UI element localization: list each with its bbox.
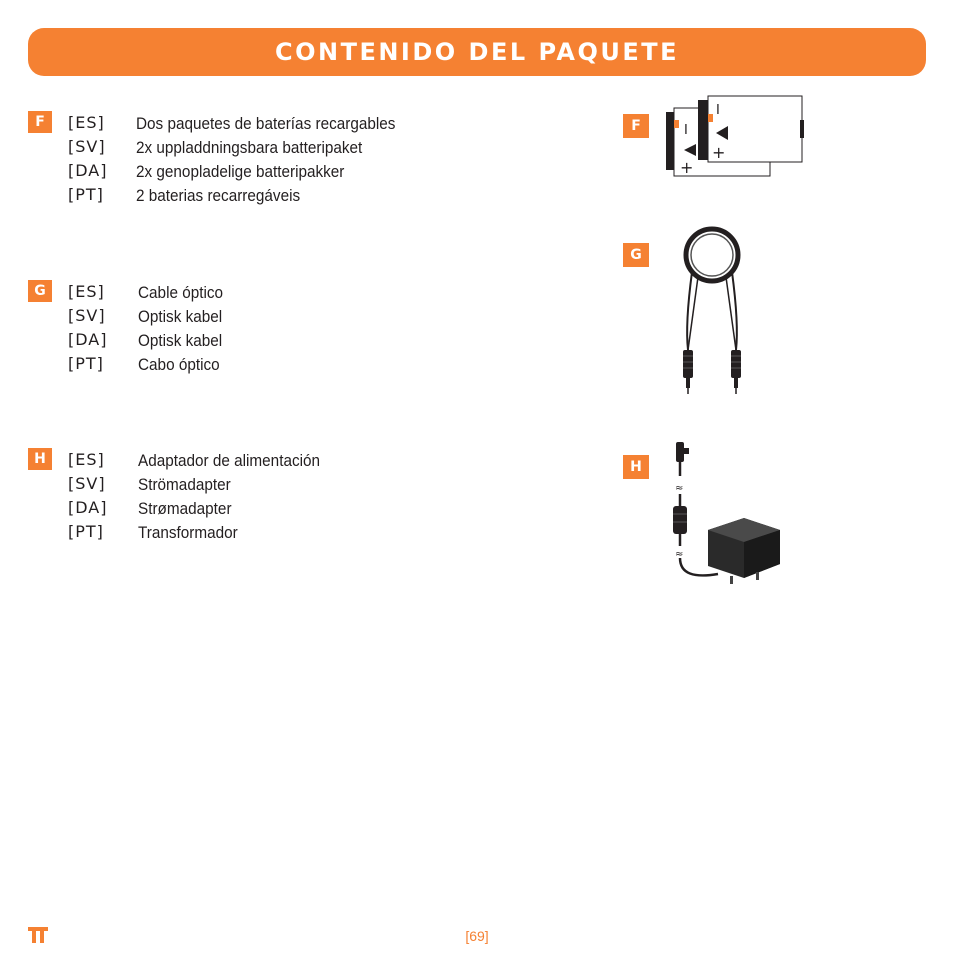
section-h-badge: H	[28, 448, 52, 470]
illustration-f-badge: F	[623, 114, 649, 138]
lang-code: [SV]	[68, 137, 106, 156]
battery-plus-label: +	[680, 158, 694, 177]
battery-minus-label: I	[716, 103, 720, 118]
battery-minus-label: I	[684, 123, 688, 138]
item-text: Dos paquetes de baterías recargables	[136, 114, 396, 133]
item-text: 2x uppladdningsbara batteripaket	[136, 138, 363, 157]
item-text: Adaptador de alimentación	[138, 451, 321, 470]
section-f-badge: F	[28, 111, 52, 133]
item-text: Optisk kabel	[138, 307, 223, 326]
lang-code: [SV]	[68, 474, 106, 493]
item-text: Transformador	[138, 523, 238, 542]
header-banner	[28, 28, 926, 76]
svg-text:≈: ≈	[675, 549, 684, 560]
battery-pack-icon	[660, 92, 810, 182]
lang-code: [DA]	[68, 330, 108, 349]
item-text: 2x genopladelige batteripakker	[136, 162, 345, 181]
page-title: CONTENIDO DEL PAQUETE	[274, 38, 680, 66]
section-g-badge: G	[28, 280, 52, 302]
lang-code: [SV]	[68, 306, 106, 325]
illustration-h-badge: H	[623, 455, 649, 479]
lang-code: [ES]	[68, 282, 105, 301]
lang-code: [PT]	[68, 354, 104, 373]
svg-text:≈: ≈	[675, 483, 684, 494]
page-number: [69]	[465, 928, 489, 944]
lang-code: [ES]	[68, 450, 105, 469]
lang-code: [DA]	[68, 498, 108, 517]
lang-code: [PT]	[68, 185, 104, 204]
optical-cable-icon	[660, 222, 760, 400]
power-adapter-icon	[660, 436, 790, 588]
item-text: Strømadapter	[138, 499, 232, 518]
item-text: Optisk kabel	[138, 331, 223, 350]
item-text: Strömadapter	[138, 475, 231, 494]
lang-code: [DA]	[68, 161, 108, 180]
item-text: 2 baterias recarregáveis	[136, 186, 301, 205]
item-text: Cable óptico	[138, 283, 224, 302]
lang-code: [PT]	[68, 522, 104, 541]
item-text: Cabo óptico	[138, 355, 220, 374]
lang-code: [ES]	[68, 113, 105, 132]
battery-plus-label: +	[712, 143, 726, 162]
illustration-g-badge: G	[623, 243, 649, 267]
